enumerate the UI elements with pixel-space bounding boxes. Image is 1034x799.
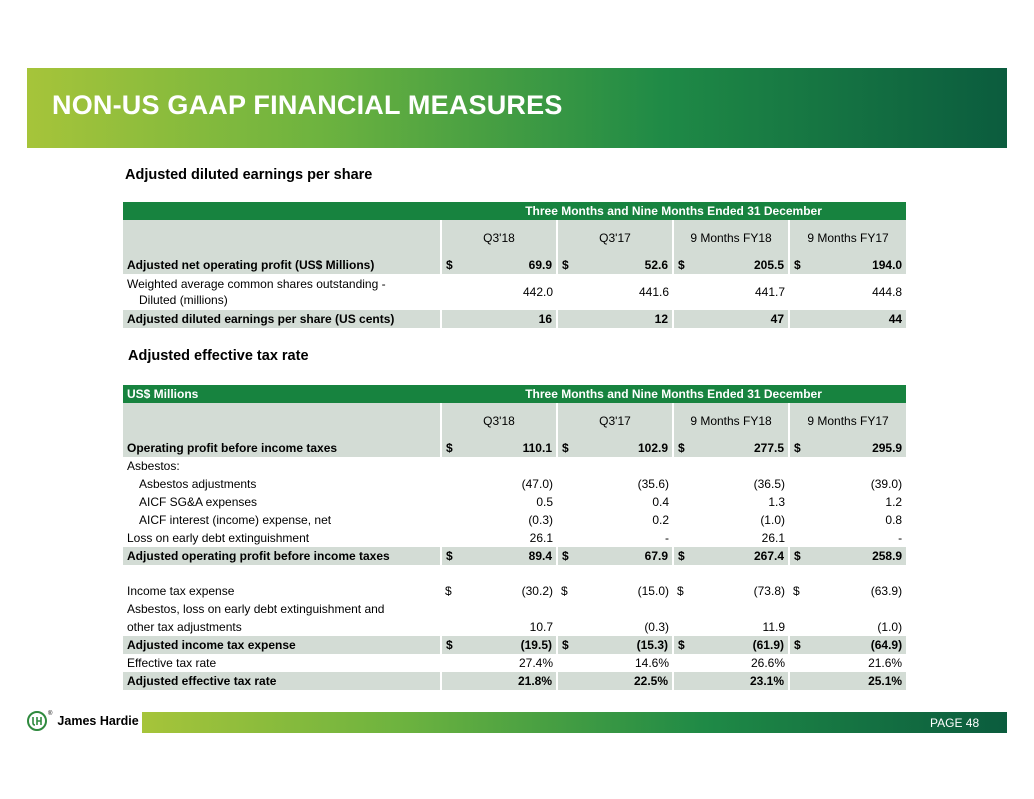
cell-value: 26.6% <box>750 656 785 670</box>
cell-value: (63.9) <box>870 584 903 598</box>
james-hardie-logo-icon <box>27 711 47 731</box>
cell-value: 25.1% <box>789 672 906 690</box>
row-label: Effective tax rate <box>127 656 217 670</box>
cell-value: 441.7 <box>754 285 785 299</box>
row-label-line2: Diluted (millions) <box>139 293 228 307</box>
cell-value: 205.5 <box>695 256 789 274</box>
cell-value: 26.1 <box>761 531 785 545</box>
row-label-line2: other tax adjustments <box>127 620 242 634</box>
currency-symbol: $ <box>677 584 684 598</box>
cell-value: 0.8 <box>885 513 903 527</box>
cell-value: 16 <box>441 310 557 328</box>
currency-symbol: $ <box>441 547 463 565</box>
page-title: NON-US GAAP FINANCIAL MEASURES <box>52 90 563 120</box>
cell-value: 27.4% <box>518 656 553 670</box>
table-row <box>123 256 906 274</box>
cell-value: 110.1 <box>463 439 557 457</box>
table-row <box>123 529 906 547</box>
currency-symbol: $ <box>441 636 463 654</box>
cell-value: (19.5) <box>463 636 557 654</box>
currency-symbol: $ <box>789 547 811 565</box>
cell-value: 267.4 <box>695 547 789 565</box>
row-label-line1: Asbestos, loss on early debt extinguishment and <box>127 602 385 616</box>
currency-symbol: $ <box>673 636 695 654</box>
currency-symbol: $ <box>561 584 568 598</box>
currency-symbol: $ <box>557 439 579 457</box>
currency-symbol: $ <box>673 256 695 274</box>
cell-value: - <box>665 531 669 545</box>
etr-band-left: US$ Millions <box>123 385 441 403</box>
cell-value: 0.4 <box>652 495 669 509</box>
etr-band-label: Three Months and Nine Months Ended 31 December <box>441 385 906 403</box>
cell-value: 295.9 <box>811 439 906 457</box>
cell-value: (1.0) <box>877 620 903 634</box>
cell-value: (35.6) <box>637 477 669 491</box>
eps-band-label: Three Months and Nine Months Ended 31 December <box>441 202 906 220</box>
cell-value: 11.9 <box>762 620 785 634</box>
cell-value: (0.3) <box>644 620 669 634</box>
cell-value: - <box>898 531 903 545</box>
cell-value: (64.9) <box>811 636 906 654</box>
table-row <box>123 439 906 457</box>
cell-value: 67.9 <box>579 547 673 565</box>
table-row <box>123 475 906 493</box>
currency-symbol: $ <box>445 584 452 598</box>
row-label: Adjusted effective tax rate <box>123 672 441 690</box>
cell-value: 442.0 <box>522 285 553 299</box>
cell-value: 0.5 <box>536 495 553 509</box>
etr-col-q318: Q3'18 <box>441 403 557 439</box>
spacer-row <box>123 565 906 582</box>
row-label <box>123 274 441 310</box>
registered-mark: ® <box>48 711 53 717</box>
eps-section-title: Adjusted diluted earnings per share <box>125 167 373 183</box>
cell-value: 21.8% <box>441 672 557 690</box>
etr-col-9m-fy18: 9 Months FY18 <box>673 403 789 439</box>
cell-value: 441.6 <box>638 285 669 299</box>
cell-value: (61.9) <box>695 636 789 654</box>
page-number: PAGE 48 <box>930 716 980 730</box>
currency-symbol: $ <box>673 547 695 565</box>
table-row <box>123 582 906 600</box>
cell-value: 22.5% <box>557 672 673 690</box>
row-label: Adjusted operating profit before income taxes <box>123 547 441 565</box>
cell-value: 14.6% <box>634 656 669 670</box>
table-row <box>123 636 906 654</box>
currency-symbol: $ <box>673 439 695 457</box>
etr-header-empty <box>123 403 441 439</box>
table-row <box>123 511 906 529</box>
cell-value: (39.0) <box>870 477 903 491</box>
eps-col-q318: Q3'18 <box>441 220 557 256</box>
row-label: Loss on early debt extinguishment <box>127 531 310 545</box>
table-row <box>123 618 906 636</box>
currency-symbol: $ <box>557 547 579 565</box>
eps-col-9m-fy17: 9 Months FY17 <box>789 220 906 256</box>
currency-symbol: $ <box>441 439 463 457</box>
cell-value: 12 <box>557 310 673 328</box>
currency-symbol: $ <box>557 256 579 274</box>
brand-name: James Hardie <box>57 714 139 728</box>
table-row <box>123 274 906 310</box>
eps-table <box>123 202 906 328</box>
cell-value: 26.1 <box>529 531 553 545</box>
table-row <box>123 493 906 511</box>
row-label-line1: Weighted average common shares outstanding - <box>127 277 386 291</box>
currency-symbol: $ <box>793 584 800 598</box>
row-label: Asbestos adjustments <box>139 477 257 491</box>
table-row <box>123 600 906 618</box>
row-label: Income tax expense <box>127 584 235 598</box>
eps-col-q317: Q3'17 <box>557 220 673 256</box>
cell-value: 89.4 <box>463 547 557 565</box>
etr-table <box>123 385 906 690</box>
table-row <box>123 457 906 475</box>
cell-value: 194.0 <box>811 256 906 274</box>
eps-header-empty <box>123 220 441 256</box>
footer-banner <box>142 712 1007 733</box>
etr-section-title: Adjusted effective tax rate <box>128 348 309 364</box>
row-label: Adjusted diluted earnings per share (US cents) <box>123 310 441 328</box>
cell-value: (0.3) <box>528 513 553 527</box>
brand-logo <box>27 711 139 731</box>
cell-value: (15.3) <box>579 636 673 654</box>
table-row <box>123 672 906 690</box>
etr-col-q317: Q3'17 <box>557 403 673 439</box>
row-label: Operating profit before income taxes <box>123 439 441 457</box>
cell-value: 444.8 <box>872 285 903 299</box>
table-row <box>123 547 906 565</box>
cell-value: (1.0) <box>760 513 785 527</box>
eps-band-row <box>123 202 906 220</box>
cell-value: (15.0) <box>637 584 669 598</box>
row-label: AICF SG&A expenses <box>139 495 258 509</box>
etr-col-9m-fy17: 9 Months FY17 <box>789 403 906 439</box>
cell-value: 1.3 <box>768 495 785 509</box>
cell-value: 10.7 <box>529 620 553 634</box>
cell-value: 69.9 <box>463 256 557 274</box>
cell-value: 258.9 <box>811 547 906 565</box>
row-label: Asbestos: <box>127 459 180 473</box>
currency-symbol: $ <box>789 439 811 457</box>
cell-value: 52.6 <box>579 256 673 274</box>
etr-header-row <box>123 403 906 439</box>
eps-band-empty <box>123 202 441 220</box>
cell-value: 0.2 <box>652 513 669 527</box>
currency-symbol: $ <box>441 256 463 274</box>
table-row <box>123 654 906 672</box>
cell-value: (36.5) <box>753 477 785 491</box>
row-label: AICF interest (income) expense, net <box>139 513 332 527</box>
cell-value: 1.2 <box>885 495 903 509</box>
cell-value: 23.1% <box>673 672 789 690</box>
currency-symbol: $ <box>557 636 579 654</box>
row-label: Adjusted income tax expense <box>123 636 441 654</box>
cell-value: (47.0) <box>521 477 553 491</box>
currency-symbol: $ <box>789 636 811 654</box>
cell-value: (73.8) <box>753 584 785 598</box>
table-row <box>123 310 906 328</box>
etr-band-row <box>123 385 906 403</box>
cell-value: 102.9 <box>579 439 673 457</box>
eps-col-9m-fy18: 9 Months FY18 <box>673 220 789 256</box>
currency-symbol: $ <box>789 256 811 274</box>
cell-value: 21.6% <box>868 656 903 670</box>
eps-header-row <box>123 220 906 256</box>
cell-value: 44 <box>789 310 906 328</box>
cell-value: 277.5 <box>695 439 789 457</box>
row-label: Adjusted net operating profit (US$ Millions) <box>123 256 441 274</box>
cell-value: (30.2) <box>521 584 553 598</box>
cell-value: 47 <box>673 310 789 328</box>
